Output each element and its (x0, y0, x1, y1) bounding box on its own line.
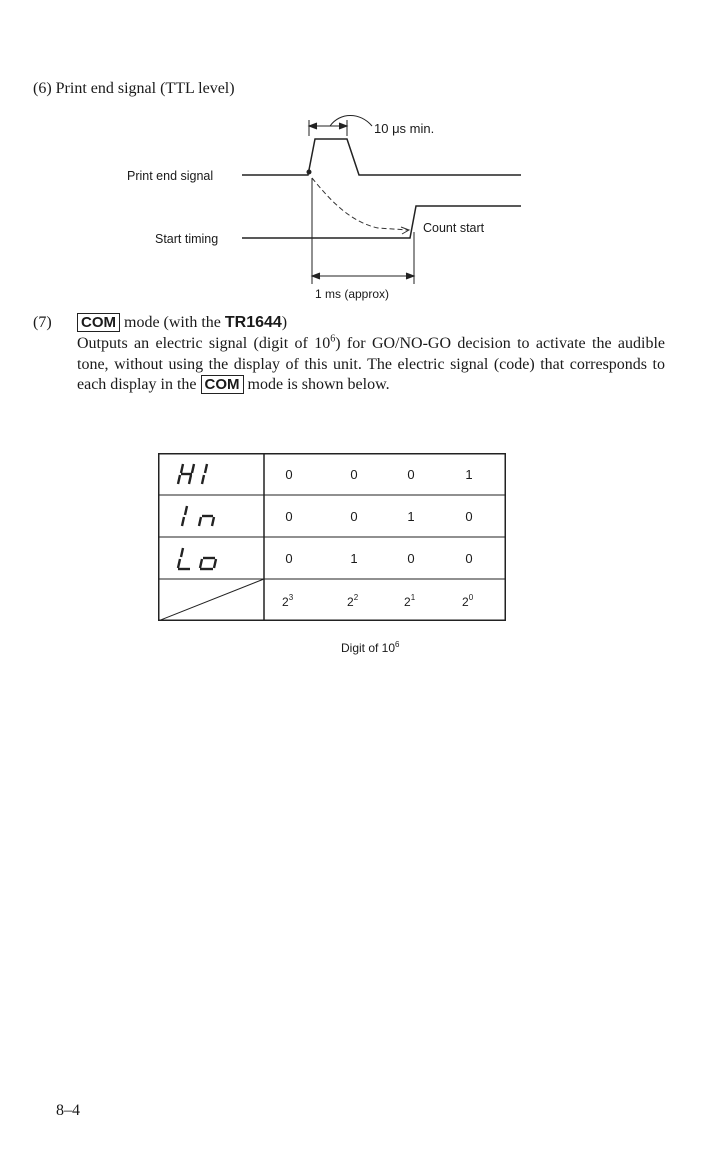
table-caption: Digit of $10^6$ (341, 640, 400, 655)
section-7-number: (7) (33, 314, 52, 331)
model-name: TR1644 (224, 314, 282, 331)
display-hi (178, 464, 207, 484)
causal-dashed-curve (312, 178, 408, 230)
com-key-label: COM (77, 313, 120, 332)
section-6-number: (6) (33, 80, 52, 97)
print-end-edge-dot (307, 170, 312, 175)
cell-in-b0: 0 (465, 509, 473, 524)
code-table (158, 453, 506, 621)
pulse-width-label: 10 μs min. (374, 121, 435, 136)
print-end-waveform (242, 139, 521, 175)
body-superscript: 6 (330, 333, 336, 345)
cell-lo-b1: 0 (407, 551, 415, 566)
com-key-label-inline: COM (201, 375, 244, 394)
causal-arrowhead (401, 227, 409, 234)
section-7-body (77, 334, 665, 396)
body-text-3: mode is shown below. (247, 376, 390, 393)
body-text-1: Outputs an electric signal (digit of 10 (77, 335, 331, 352)
cell-in-b2: 0 (350, 509, 358, 524)
weight-2-0: $2^0$ (462, 593, 474, 609)
cell-hi-b0: 1 (465, 467, 473, 482)
cell-hi-b3: 0 (285, 467, 293, 482)
cell-lo-b3: 0 (285, 551, 293, 566)
cell-in-b1: 1 (407, 509, 415, 524)
section-7-title-end: ) (281, 314, 288, 331)
print-end-label: Print end signal (127, 169, 214, 183)
cell-hi-b1: 0 (407, 467, 415, 482)
start-timing-label: Start timing (155, 232, 219, 246)
delay-label: 1 ms (approx) (315, 287, 390, 301)
count-start-label: Count start (423, 221, 485, 235)
body-text-2: ) for GO/NO-GO decision to activate the audible tone, without using the display of this unit. The electric signal (code) that corresponds to each display in the (77, 335, 666, 393)
weight-2-3: $2^3$ (282, 593, 294, 609)
section-6-title: Print end signal (TTL level) (55, 80, 235, 97)
display-lo (178, 548, 216, 569)
display-in (182, 506, 214, 526)
cell-in-b3: 0 (285, 509, 293, 524)
page-number: 8–4 (56, 1102, 80, 1119)
cell-hi-b2: 0 (350, 467, 358, 482)
timing-diagram (0, 0, 728, 310)
section-7-heading (33, 313, 287, 332)
weight-2-1: $2^1$ (404, 593, 416, 609)
corner-diagonal (158, 579, 264, 621)
cell-lo-b0: 0 (465, 551, 473, 566)
weight-2-2: $2^2$ (347, 593, 359, 609)
section-7-title: mode (with the (124, 314, 221, 331)
cell-lo-b2: 1 (350, 551, 358, 566)
